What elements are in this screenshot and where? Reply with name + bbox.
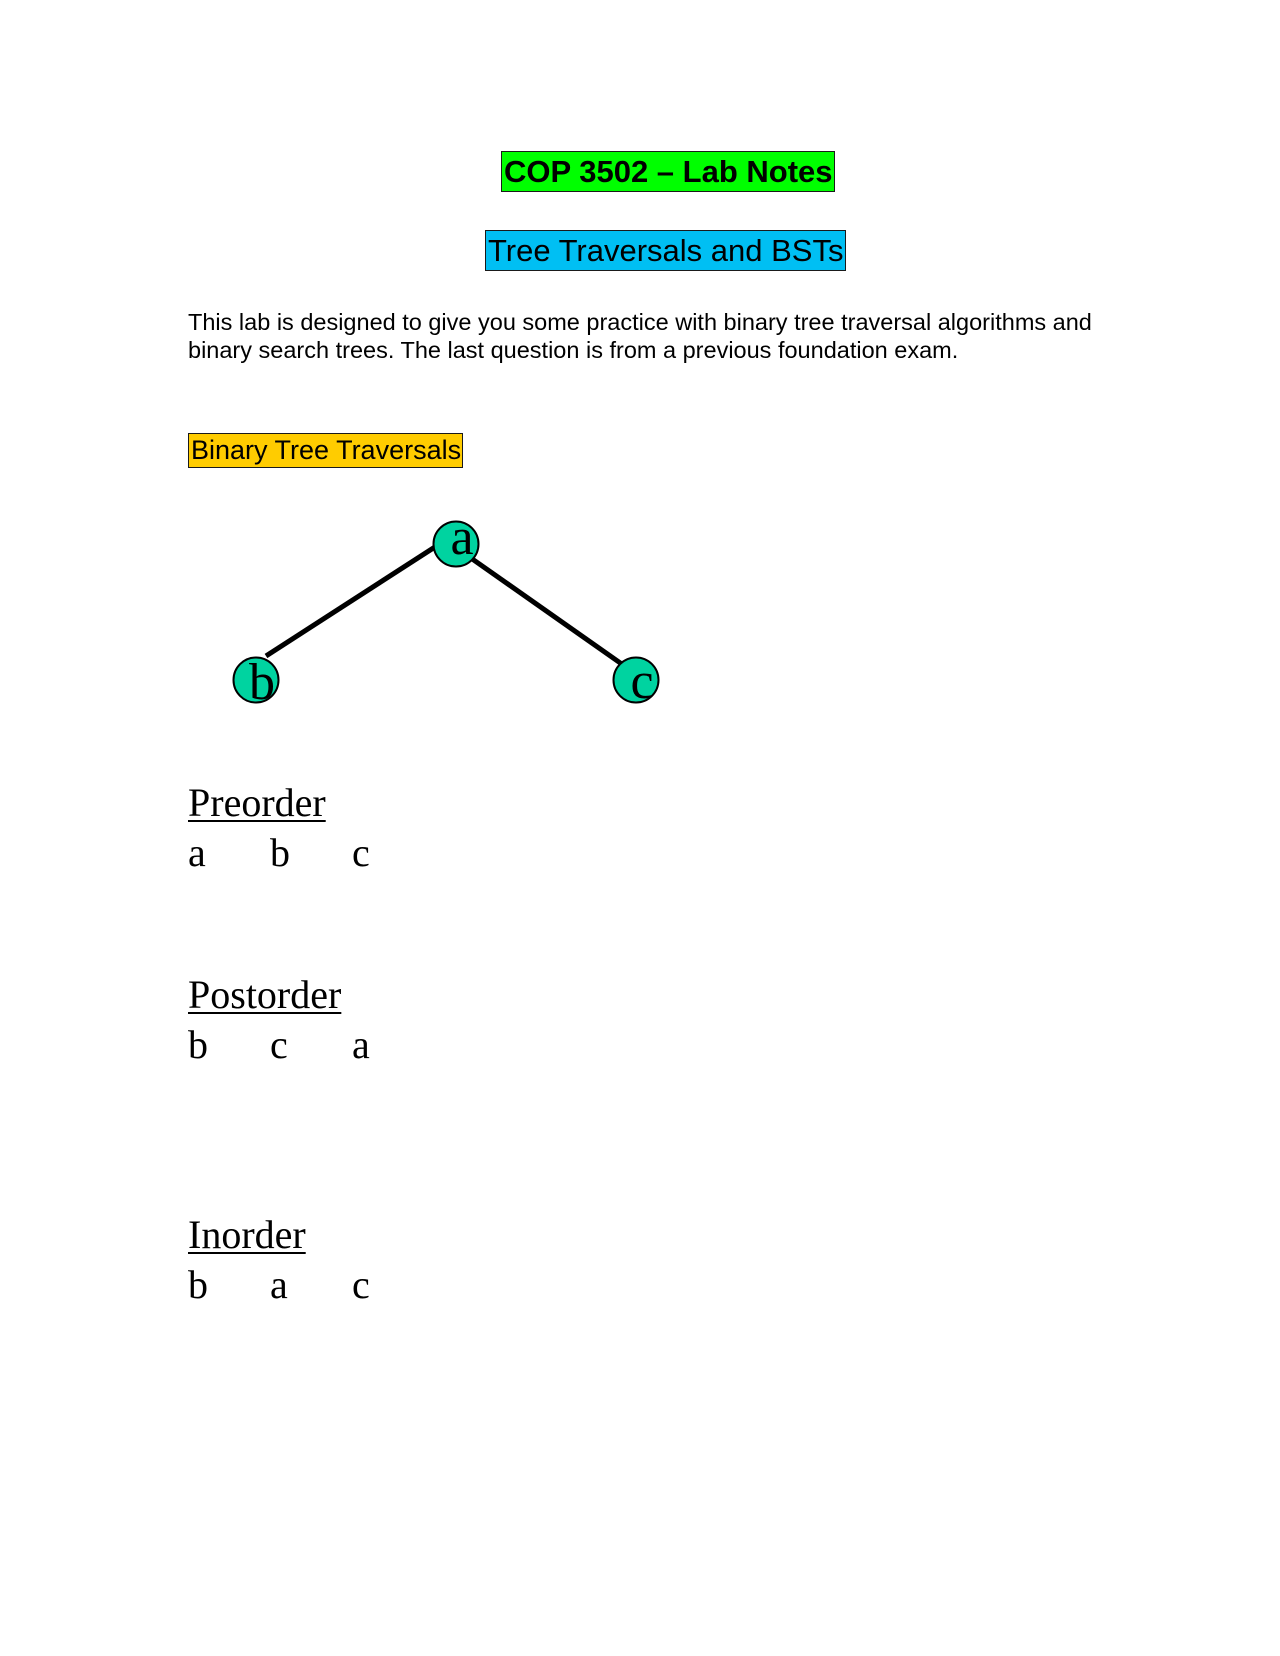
inorder-heading: Inorder	[188, 1212, 306, 1257]
preorder-item: c	[352, 830, 370, 875]
postorder-item: c	[270, 1022, 288, 1067]
tree-node-left-label: b	[249, 654, 275, 711]
inorder-sequence	[188, 1262, 434, 1307]
inorder-item: b	[188, 1262, 208, 1307]
tree-node-root	[434, 509, 479, 567]
postorder-item: a	[352, 1022, 370, 1067]
tree-node-left	[234, 654, 279, 711]
inorder-item: c	[352, 1262, 370, 1307]
preorder-heading: Preorder	[188, 780, 326, 825]
intro-paragraph	[188, 308, 1168, 364]
intro-line-2: binary search trees. The last question is from a previous foundation exam.	[188, 337, 959, 363]
tree-edge-a-c	[468, 556, 626, 667]
section-heading-binary-tree-traversals: Binary Tree Traversals	[188, 433, 463, 468]
intro-line-1: This lab is designed to give you some practice with binary tree traversal algorithms and	[188, 309, 1092, 335]
preorder-item: a	[188, 830, 206, 875]
tree-node-right-label: c	[630, 653, 654, 710]
postorder-item: b	[188, 1022, 208, 1067]
tree-node-root-label: a	[450, 509, 474, 566]
page-subtitle: Tree Traversals and BSTs	[485, 230, 846, 271]
postorder-sequence	[188, 1022, 434, 1067]
preorder-sequence	[188, 830, 434, 875]
tree-edge-a-b	[266, 545, 438, 656]
postorder-heading: Postorder	[188, 972, 342, 1017]
inorder-item: a	[270, 1262, 288, 1307]
page-title: COP 3502 – Lab Notes	[501, 151, 835, 192]
preorder-item: b	[270, 830, 290, 875]
